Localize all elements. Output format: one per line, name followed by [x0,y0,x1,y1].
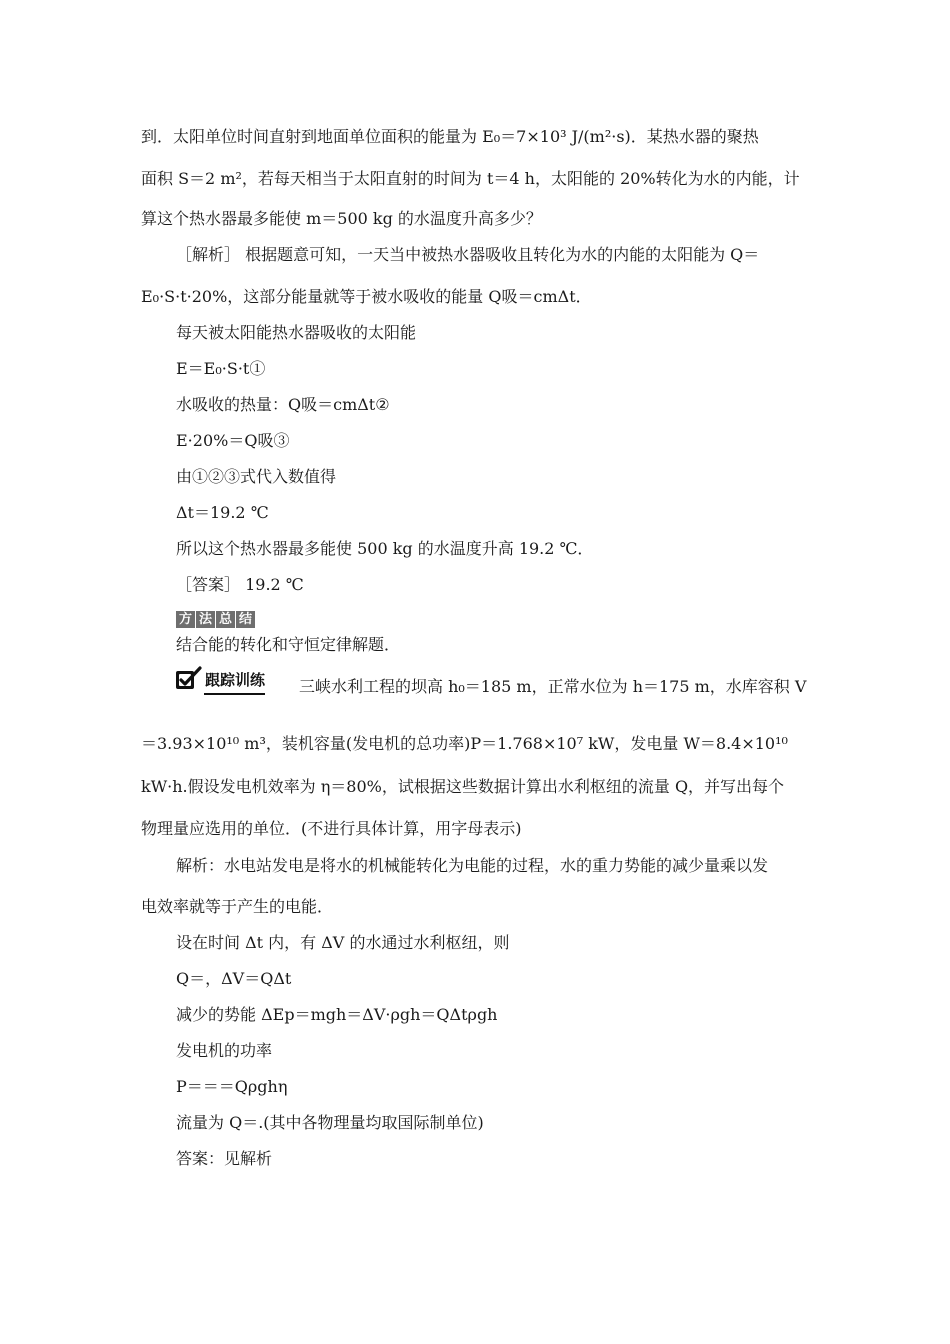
analysis-step: 所以这个热水器最多能使 500 kg 的水温度升高 19.2 ℃． [176,539,594,558]
badge-char: 结 [236,611,255,628]
analysis-step: 每天被太阳能热水器吸收的太阳能 [176,323,417,342]
method-summary-badge [176,611,255,628]
analysis-step: E·20%＝Q吸③ [176,431,290,450]
badge-char: 总 [216,611,235,628]
practice-line-2: ＝3.93×10¹⁰ m³，装机容量(发电机的总功率)P＝1.768×10⁷ kW，发电量 W＝8.4×10¹⁰ [141,734,788,753]
solution-step: Q＝，ΔV＝QΔt [176,969,292,988]
problem-line-2: 面积 S＝2 m²，若每天相当于太阳直射的时间为 t＝4 h，太阳能的 20%转化为水的内能，计 [141,169,800,188]
practice-badge-label: 跟踪训练 [205,670,266,689]
badge-char: 方 [176,611,195,628]
analysis-step: 水吸收的热量：Q吸＝cmΔt② [176,395,390,414]
analysis-step: 由①②③式代入数值得 [176,467,337,486]
solution-step: P＝＝＝Qρghη [176,1077,288,1096]
solution-line-2: 电效率就等于产生的电能． [141,897,334,916]
answer-line: ［答案］ 19.2 ℃ [176,575,304,594]
checkbox-check-icon [174,666,202,692]
solution-step: 设在时间 Δt 内，有 ΔV 的水通过水利枢纽，则 [176,933,510,952]
solution-step: 流量为 Q＝.(其中各物理量均取国际制单位) [176,1113,484,1132]
analysis-step: E＝E₀·S·t① [176,359,266,378]
problem-line-1: 到．太阳单位时间直射到地面单位面积的能量为 E₀＝7×10³ J/(m²·s)．某热水器的聚热 [141,127,759,146]
solution-answer: 答案：见解析 [176,1149,273,1168]
practice-line-1: 三峡水利工程的坝高 h₀＝185 m，正常水位为 h＝175 m，水库容积 V [299,677,807,696]
analysis-line-2: E₀·S·t·20%，这部分能量就等于被水吸收的能量 Q吸＝cmΔt． [141,287,592,306]
solution-step: 减少的势能 ΔEp＝mgh＝ΔV·ρgh＝QΔtρgh [176,1005,498,1024]
practice-line-4: 物理量应选用的单位．(不进行具体计算，用字母表示) [141,819,522,838]
analysis-line-1: ［解析］ 根据题意可知，一天当中被热水器吸收且转化为水的内能的太阳能为 Q＝ [176,245,760,264]
practice-badge [174,666,265,692]
problem-line-3: 算这个热水器最多能使 m＝500 kg 的水温度升高多少？ [141,209,542,228]
badge-char: 法 [196,611,215,628]
solution-line-1: 解析：水电站发电是将水的机械能转化为电能的过程，水的重力势能的减少量乘以发 [176,856,769,875]
solution-step: 发电机的功率 [176,1041,273,1060]
practice-line-3: kW·h.假设发电机效率为 η＝80%，试根据这些数据计算出水利枢纽的流量 Q，并写出每个 [141,777,785,796]
badge-underline [204,693,265,695]
method-summary-text: 结合能的转化和守恒定律解题． [176,635,401,654]
analysis-step: Δt＝19.2 ℃ [176,503,269,522]
